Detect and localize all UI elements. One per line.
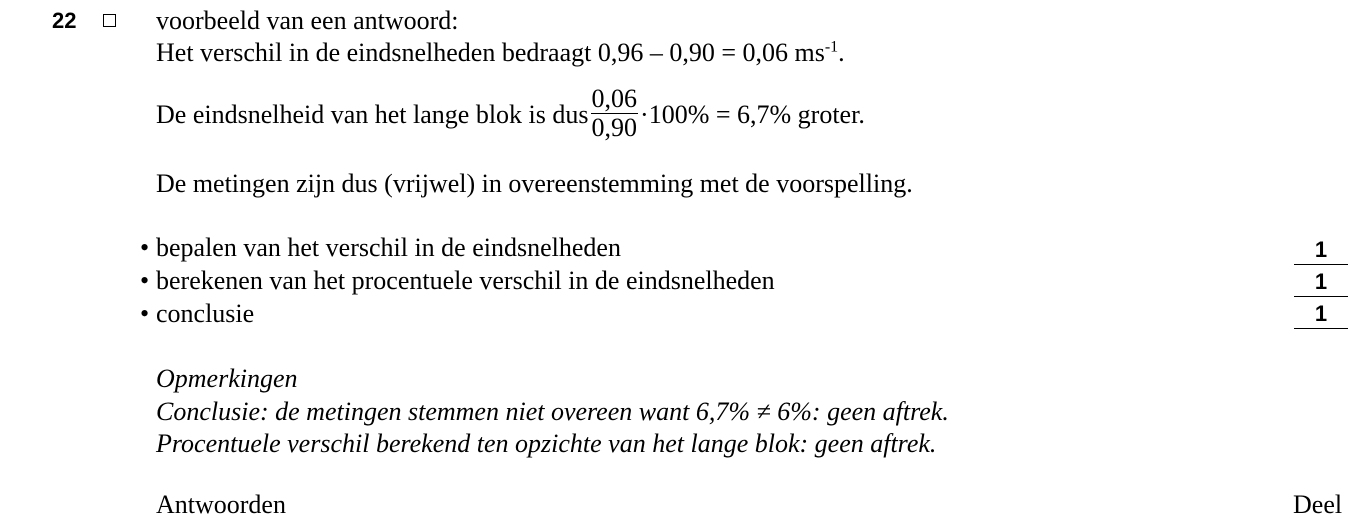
criterion-points: 1	[1294, 236, 1348, 265]
answer-line-conclusion: De metingen zijn dus (vrijwel) in overeenstemming met de voorspelling.	[156, 169, 913, 198]
footer-right: Deel	[1293, 490, 1343, 519]
criterion-text: bepalen van het verschil in de eindsnelheden	[156, 233, 621, 262]
answer-line-percentage	[156, 84, 865, 146]
question-number: 22	[52, 8, 77, 33]
remark-item: Procentuele verschil berekend ten opzichte van het lange blok: geen aftrek.	[156, 429, 937, 458]
criterion-row	[140, 233, 621, 263]
fraction-denominator: 0,90	[591, 112, 638, 142]
bullet-icon: •	[140, 233, 150, 262]
bullet-icon: •	[140, 266, 150, 295]
answer-intro: voorbeeld van een antwoord:	[156, 6, 459, 35]
remarks-heading: Opmerkingen	[156, 364, 298, 393]
fraction-numerator: 0,06	[591, 83, 638, 113]
criterion-text: conclusie	[156, 299, 255, 328]
unit-exponent: -1	[824, 38, 839, 56]
fraction	[591, 85, 639, 142]
criterion-row	[140, 299, 255, 329]
remark-item: Conclusie: de metingen stemmen niet overeen want 6,7% ≠ 6%: geen aftrek.	[156, 397, 949, 426]
bullet-icon: •	[140, 299, 150, 328]
criterion-points: 1	[1294, 268, 1348, 297]
checkbox-icon[interactable]	[103, 14, 116, 27]
criterion-text: berekenen van het procentuele verschil in de eindsnelheden	[156, 266, 775, 295]
line-end: .	[838, 38, 845, 67]
footer-left: Antwoorden	[156, 490, 286, 519]
percentage-post-text: ·100% = 6,7% groter.	[640, 100, 865, 129]
criterion-row	[140, 266, 775, 296]
percentage-pre-text: De eindsnelheid van het lange blok is dus	[156, 100, 589, 129]
difference-text: Het verschil in de eindsnelheden bedraagt 0,96 – 0,90 = 0,06 ms	[156, 38, 825, 67]
answer-line-difference	[156, 38, 845, 68]
criterion-points: 1	[1294, 300, 1348, 329]
